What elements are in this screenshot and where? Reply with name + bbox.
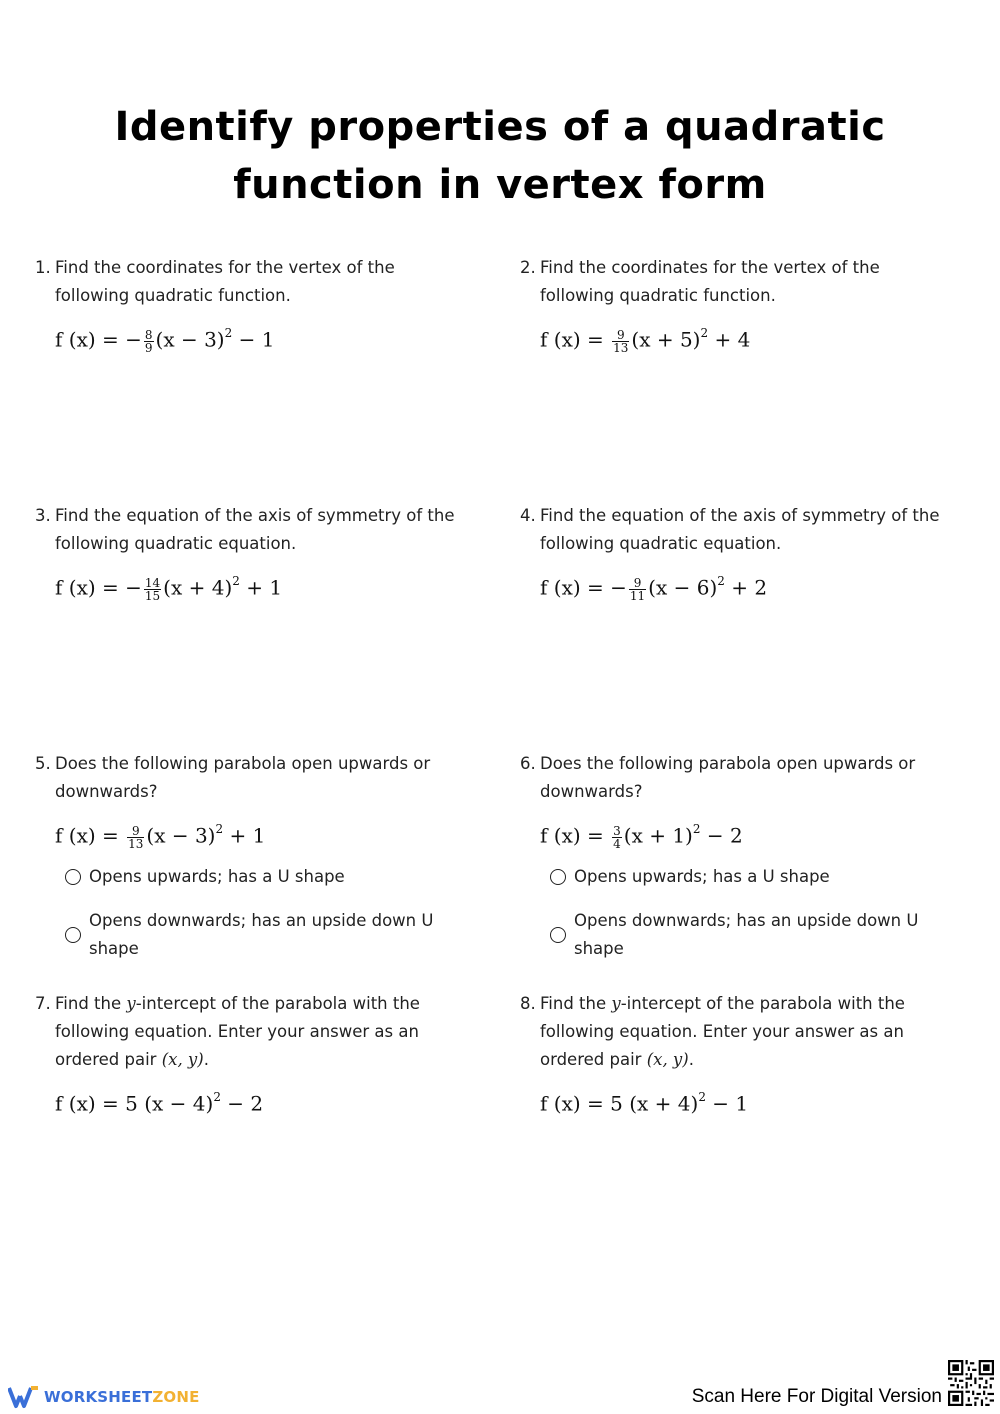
fraction-denominator: 13 bbox=[613, 340, 629, 355]
title-line-1: Identify properties of a quadratic bbox=[114, 104, 886, 150]
question-5 bbox=[35, 750, 465, 963]
question-text: Find the coordinates for the vertex of the following quadratic function. bbox=[55, 258, 395, 305]
fraction bbox=[127, 825, 144, 850]
question-text-part: Find the bbox=[55, 994, 127, 1013]
equation-inner: (x + 5) bbox=[631, 327, 701, 352]
question-6 bbox=[520, 750, 950, 963]
variable-y: y bbox=[611, 994, 621, 1013]
fraction-numerator: 14 bbox=[144, 575, 161, 590]
equation-tail: − 1 bbox=[705, 1091, 749, 1116]
equation bbox=[540, 568, 960, 603]
question-text-part: -intercept of the parabola with the following equation. Enter your answer as an ordered pair bbox=[540, 994, 905, 1069]
logo-text bbox=[44, 1388, 200, 1406]
equation-coefficient: 5 bbox=[125, 1091, 145, 1116]
worksheet-zone-logo bbox=[8, 1384, 200, 1410]
equation-lhs: f (x) = bbox=[540, 575, 611, 600]
question-7 bbox=[35, 990, 455, 1119]
ordered-pair: (x, y) bbox=[161, 1050, 204, 1069]
fraction bbox=[144, 329, 154, 354]
equation-inner: (x − 4) bbox=[144, 1091, 214, 1116]
question-text-part: . bbox=[203, 1050, 209, 1069]
fraction-numerator: 9 bbox=[612, 329, 629, 342]
logo-w-icon bbox=[8, 1385, 40, 1409]
fraction bbox=[612, 825, 622, 850]
question-text-part: . bbox=[688, 1050, 694, 1069]
equation-tail: − 2 bbox=[700, 823, 743, 848]
equation-sign: − bbox=[125, 327, 142, 352]
option-label: Opens downwards; has an upside down U shape bbox=[574, 910, 919, 958]
question-number: 1. bbox=[35, 258, 51, 277]
question-text bbox=[55, 990, 455, 1074]
fraction-numerator: 9 bbox=[127, 825, 144, 838]
question-text: Find the equation of the axis of symmetry of the following quadratic equation. bbox=[55, 506, 455, 553]
question-4 bbox=[520, 502, 960, 603]
option-opens-downwards[interactable] bbox=[65, 907, 459, 963]
variable-y: y bbox=[126, 994, 136, 1013]
radio-button[interactable] bbox=[550, 869, 566, 885]
equation-exponent: 2 bbox=[232, 574, 240, 588]
equation-tail: − 1 bbox=[232, 327, 275, 352]
equation-exponent: 2 bbox=[717, 574, 725, 588]
equation-exponent: 2 bbox=[224, 326, 233, 340]
equation-lhs: f (x) = bbox=[55, 575, 126, 600]
equation-inner: (x + 4) bbox=[629, 1091, 699, 1116]
equation bbox=[540, 1084, 940, 1119]
equation-sign: − bbox=[610, 575, 627, 600]
question-number: 5. bbox=[35, 754, 51, 773]
page-title bbox=[0, 98, 1000, 214]
equation-tail: − 2 bbox=[220, 1091, 264, 1116]
question-1 bbox=[35, 254, 465, 355]
ordered-pair: (x, y) bbox=[646, 1050, 689, 1069]
fraction-numerator: 9 bbox=[629, 577, 646, 590]
equation-exponent: 2 bbox=[692, 822, 701, 836]
equation-lhs: f (x) = bbox=[540, 327, 611, 352]
option-opens-downwards[interactable] bbox=[550, 907, 944, 963]
scan-instruction: Scan Here For Digital Version bbox=[691, 1386, 942, 1407]
fraction bbox=[144, 577, 161, 602]
question-number: 7. bbox=[35, 994, 51, 1013]
option-opens-upwards[interactable] bbox=[550, 863, 950, 891]
fraction-denominator: 13 bbox=[128, 836, 144, 851]
equation-sign: − bbox=[125, 575, 142, 600]
equation-tail: + 1 bbox=[223, 823, 266, 848]
equation-exponent: 2 bbox=[700, 326, 709, 340]
question-number: 4. bbox=[520, 506, 536, 525]
equation-lhs: f (x) = bbox=[540, 1091, 611, 1116]
radio-button[interactable] bbox=[65, 927, 81, 943]
question-text bbox=[540, 990, 940, 1074]
option-label: Opens downwards; has an upside down U shape bbox=[89, 910, 434, 958]
question-text: Find the coordinates for the vertex of the following quadratic function. bbox=[540, 258, 880, 305]
logo-text-zone: ZONE bbox=[152, 1388, 200, 1406]
question-text-part: -intercept of the parabola with the following equation. Enter your answer as an ordered pair bbox=[55, 994, 420, 1069]
equation bbox=[55, 320, 465, 355]
equation-exponent: 2 bbox=[698, 1090, 706, 1104]
fraction-denominator: 11 bbox=[629, 588, 646, 603]
fraction-denominator: 15 bbox=[144, 588, 161, 603]
equation bbox=[55, 568, 475, 603]
equation-inner: (x − 3) bbox=[146, 823, 216, 848]
option-opens-upwards[interactable] bbox=[65, 863, 465, 891]
equation-coefficient: 5 bbox=[610, 1091, 630, 1116]
equation-lhs: f (x) = bbox=[55, 327, 126, 352]
radio-button[interactable] bbox=[65, 869, 81, 885]
equation-tail: + 2 bbox=[724, 575, 768, 600]
equation-exponent: 2 bbox=[213, 1090, 221, 1104]
equation-inner: (x − 3) bbox=[155, 327, 225, 352]
question-number: 8. bbox=[520, 994, 536, 1013]
equation-lhs: f (x) = bbox=[55, 1091, 126, 1116]
equation-inner: (x − 6) bbox=[648, 575, 718, 600]
question-number: 2. bbox=[520, 258, 536, 277]
equation-exponent: 2 bbox=[215, 822, 224, 836]
equation-lhs: f (x) = bbox=[540, 823, 611, 848]
equation-tail: + 1 bbox=[239, 575, 283, 600]
equation-tail: + 4 bbox=[708, 327, 751, 352]
fraction-denominator: 9 bbox=[144, 340, 153, 355]
question-number: 3. bbox=[35, 506, 51, 525]
qr-code-icon[interactable] bbox=[948, 1360, 994, 1406]
question-text: Does the following parabola open upwards or downwards? bbox=[540, 754, 916, 801]
question-number: 6. bbox=[520, 754, 536, 773]
equation bbox=[55, 816, 465, 851]
option-label: Opens upwards; has a U shape bbox=[89, 866, 345, 886]
fraction-numerator: 3 bbox=[613, 823, 621, 838]
fraction bbox=[612, 329, 629, 354]
equation-inner: (x + 1) bbox=[623, 823, 693, 848]
equation bbox=[540, 816, 950, 851]
question-3 bbox=[35, 502, 475, 603]
question-2 bbox=[520, 254, 950, 355]
fraction bbox=[629, 577, 646, 602]
equation-lhs: f (x) = bbox=[55, 823, 126, 848]
question-text-part: Find the bbox=[540, 994, 612, 1013]
equation bbox=[55, 1084, 455, 1119]
fraction-denominator: 4 bbox=[613, 836, 621, 851]
equation bbox=[540, 320, 950, 355]
option-label: Opens upwards; has a U shape bbox=[574, 866, 830, 886]
title-line-2: function in vertex form bbox=[233, 162, 767, 208]
question-text: Find the equation of the axis of symmetry of the following quadratic equation. bbox=[540, 506, 940, 553]
fraction-numerator: 8 bbox=[144, 327, 153, 342]
radio-button[interactable] bbox=[550, 927, 566, 943]
question-8 bbox=[520, 990, 940, 1119]
logo-text-worksheet: WORKSHEET bbox=[44, 1388, 153, 1406]
equation-inner: (x + 4) bbox=[163, 575, 233, 600]
question-text: Does the following parabola open upwards or downwards? bbox=[55, 754, 431, 801]
